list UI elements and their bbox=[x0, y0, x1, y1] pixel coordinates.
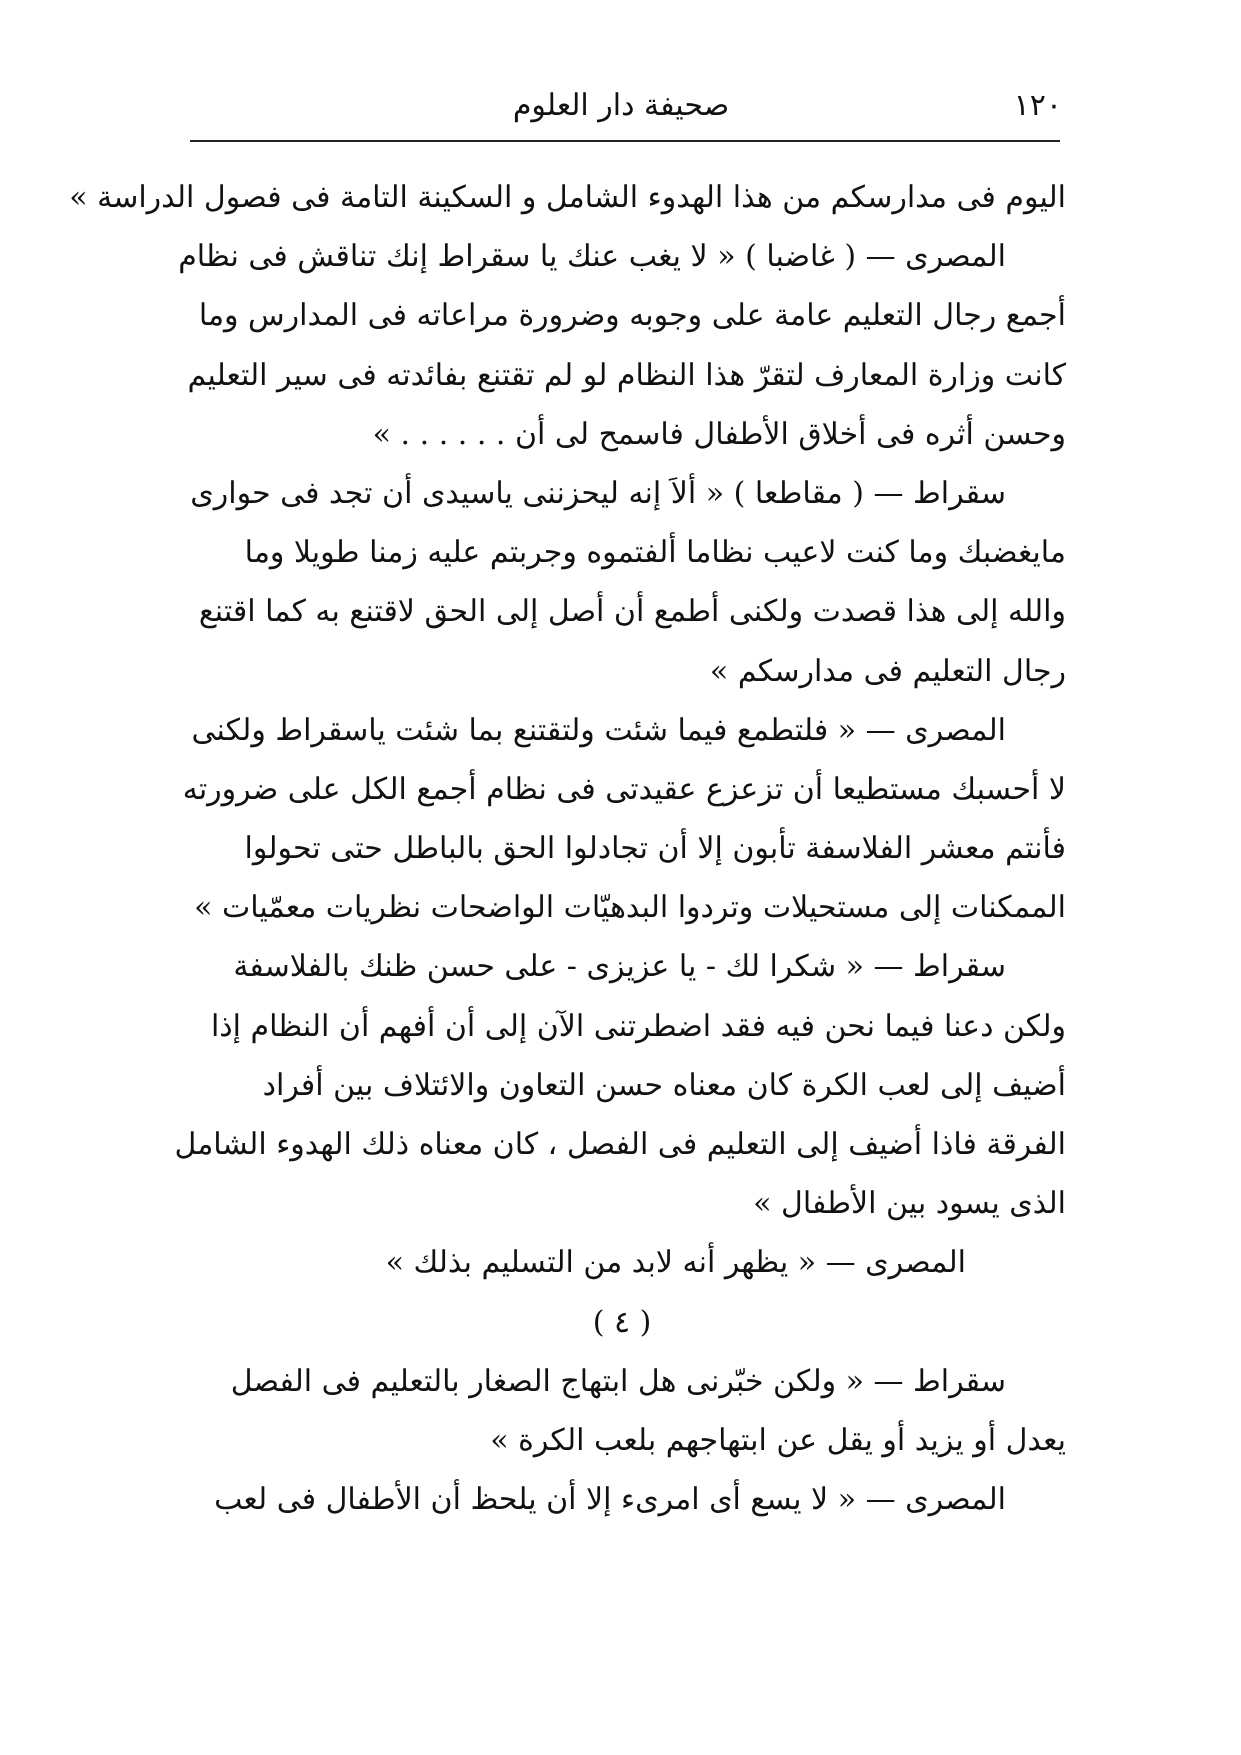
text-line: والله إلى هذا قصدت ولكنى أطمع أن أصل إلى الحق لاقتنع به كما اقتنع bbox=[198, 594, 1066, 630]
text-line: المصرى — « لا يسع أى امرىء إلا أن يلحظ أن الأطفال فى لعب bbox=[214, 1482, 1006, 1518]
text-line: ولكن دعنا فيما نحن فيه فقد اضطرتنى الآن إلى أن أفهم أن النظام إذا bbox=[210, 1008, 1066, 1044]
text-line: أضيف إلى لعب الكرة كان معناه حسن التعاون والائتلاف بين أفراد bbox=[262, 1067, 1066, 1103]
text-line: اليوم فى مدارسكم من هذا الهدوء الشامل و السكينة التامة فى فصول الدراسة » bbox=[69, 180, 1066, 215]
text-line: سقراط — « ولكن خبّرنى هل ابتهاج الصغار بالتعليم فى الفصل bbox=[230, 1363, 1006, 1399]
text-line: أجمع رجال التعليم عامة على وجوبه وضرورة مراعاته فى المدارس وما bbox=[198, 298, 1066, 334]
header-divider bbox=[190, 140, 1060, 142]
text-line: المصرى — « فلتطمع فيما شئت ولتقتنع بما شئت ياسقراط ولكنى bbox=[191, 712, 1006, 748]
section-number: ( ٤ ) bbox=[592, 1304, 652, 1340]
text-line: المصرى — « يظهر أنه لابد من التسليم بذلك » bbox=[385, 1245, 966, 1281]
running-title: صحيفة دار العلوم bbox=[512, 88, 730, 123]
text-line: مايغضبك وما كنت لاعيب نظاما ألفتموه وجربتم عليه زمنا طويلا وما bbox=[244, 535, 1066, 571]
text-line: فأنتم معشر الفلاسفة تأبون إلا أن تجادلوا الحق بالباطل حتى تحولوا bbox=[244, 831, 1066, 867]
text-line: المصرى — ( غاضبا ) « لا يغب عنك يا سقراط إنك تناقش فى نظام bbox=[178, 239, 1006, 275]
page-number: ١٢٠ bbox=[1013, 88, 1062, 123]
text-line: الذى يسود بين الأطفال » bbox=[753, 1186, 1066, 1222]
page-header bbox=[180, 88, 1062, 128]
body-text bbox=[69, 168, 1066, 1529]
text-line: سقراط — « شكرا لك - يا عزيزى - على حسن ظنك بالفلاسفة bbox=[233, 949, 1006, 985]
text-line: سقراط — ( مقاطعا ) « ألاَ إنه ليحزننى ياسيدى أن تجد فى حوارى bbox=[190, 475, 1006, 511]
text-line: رجال التعليم فى مدارسكم » bbox=[709, 653, 1066, 689]
text-line: الممكنات إلى مستحيلات وتردوا البدهيّات الواضحات نظريات معمّيات » bbox=[194, 890, 1066, 926]
text-line: وحسن أثره فى أخلاق الأطفال فاسمح لى أن . . . . . . » bbox=[372, 416, 1066, 452]
text-line: لا أحسبك مستطيعا أن تزعزع عقيدتى فى نظام أجمع الكل على ضرورته bbox=[182, 771, 1066, 807]
text-line: يعدل أو يزيد أو يقل عن ابتهاجهم بلعب الكرة » bbox=[490, 1422, 1066, 1458]
text-line: كانت وزارة المعارف لتقرّ هذا النظام لو لم تقتنع بفائدته فى سير التعليم bbox=[187, 357, 1066, 393]
text-line: الفرقة فاذا أضيف إلى التعليم فى الفصل ، كان معناه ذلك الهدوء الشامل bbox=[174, 1127, 1066, 1162]
